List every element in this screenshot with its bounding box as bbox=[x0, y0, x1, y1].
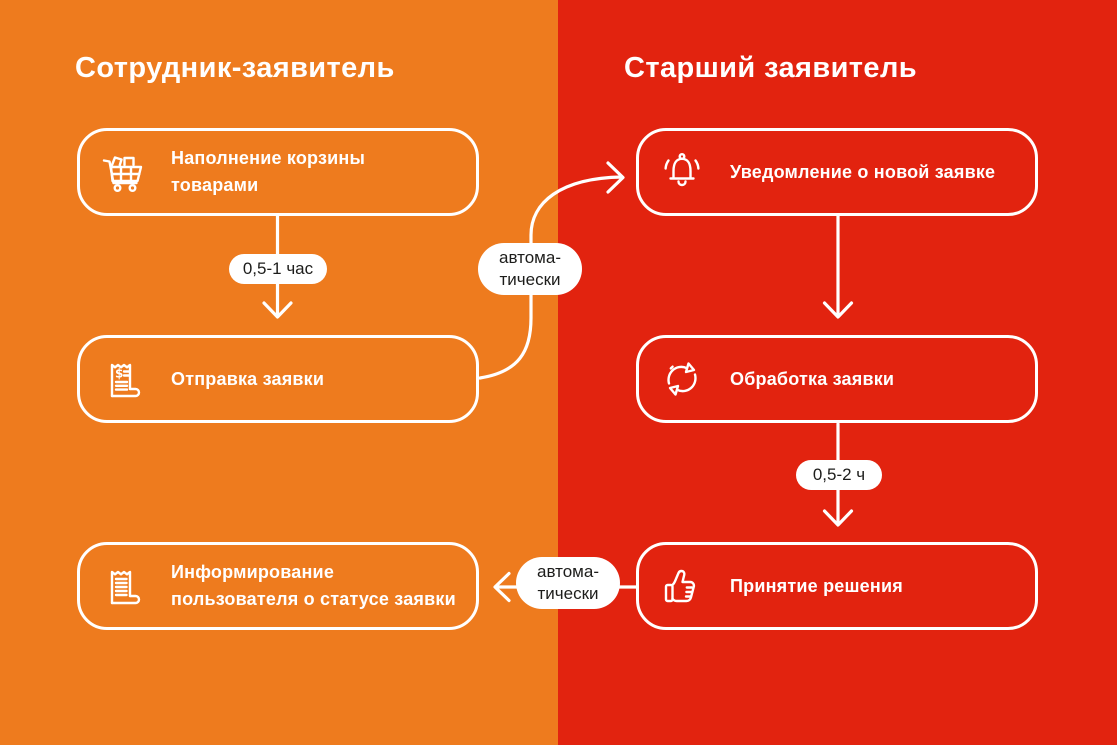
flow-box-label: Наполнение корзины товарами bbox=[171, 148, 366, 195]
auto-pill-top-line2: тически bbox=[499, 270, 561, 289]
auto-pill-top bbox=[478, 243, 582, 295]
auto-pill-top-line1: автома- bbox=[499, 247, 561, 267]
flow-box-label: Отправка заявки bbox=[171, 368, 325, 389]
flow-box-label: Принятие решения bbox=[730, 575, 903, 596]
flow-box-label: Информирование пользователя о статусе заявки bbox=[171, 562, 456, 609]
auto-pill-bottom-line2: тически bbox=[537, 584, 599, 603]
svg-text:$: $ bbox=[115, 366, 124, 381]
duration-pill-left bbox=[229, 254, 327, 284]
auto-pill-bottom bbox=[516, 557, 620, 609]
duration-pill-right bbox=[796, 460, 882, 490]
right-column-title: Старший заявитель bbox=[624, 52, 917, 84]
duration-pill-right-text: 0,5-2 ч bbox=[812, 464, 866, 484]
flow-box-label: Обработка заявки bbox=[730, 368, 895, 389]
duration-pill-left-text: 0,5-1 час bbox=[242, 258, 314, 278]
left-column-title: Сотрудник-заявитель bbox=[75, 52, 395, 84]
arrow-notify-to-process bbox=[825, 216, 852, 317]
flow-box-label: Уведомление о новой заявке bbox=[730, 161, 996, 182]
auto-pill-bottom-line1: автома- bbox=[537, 561, 599, 581]
